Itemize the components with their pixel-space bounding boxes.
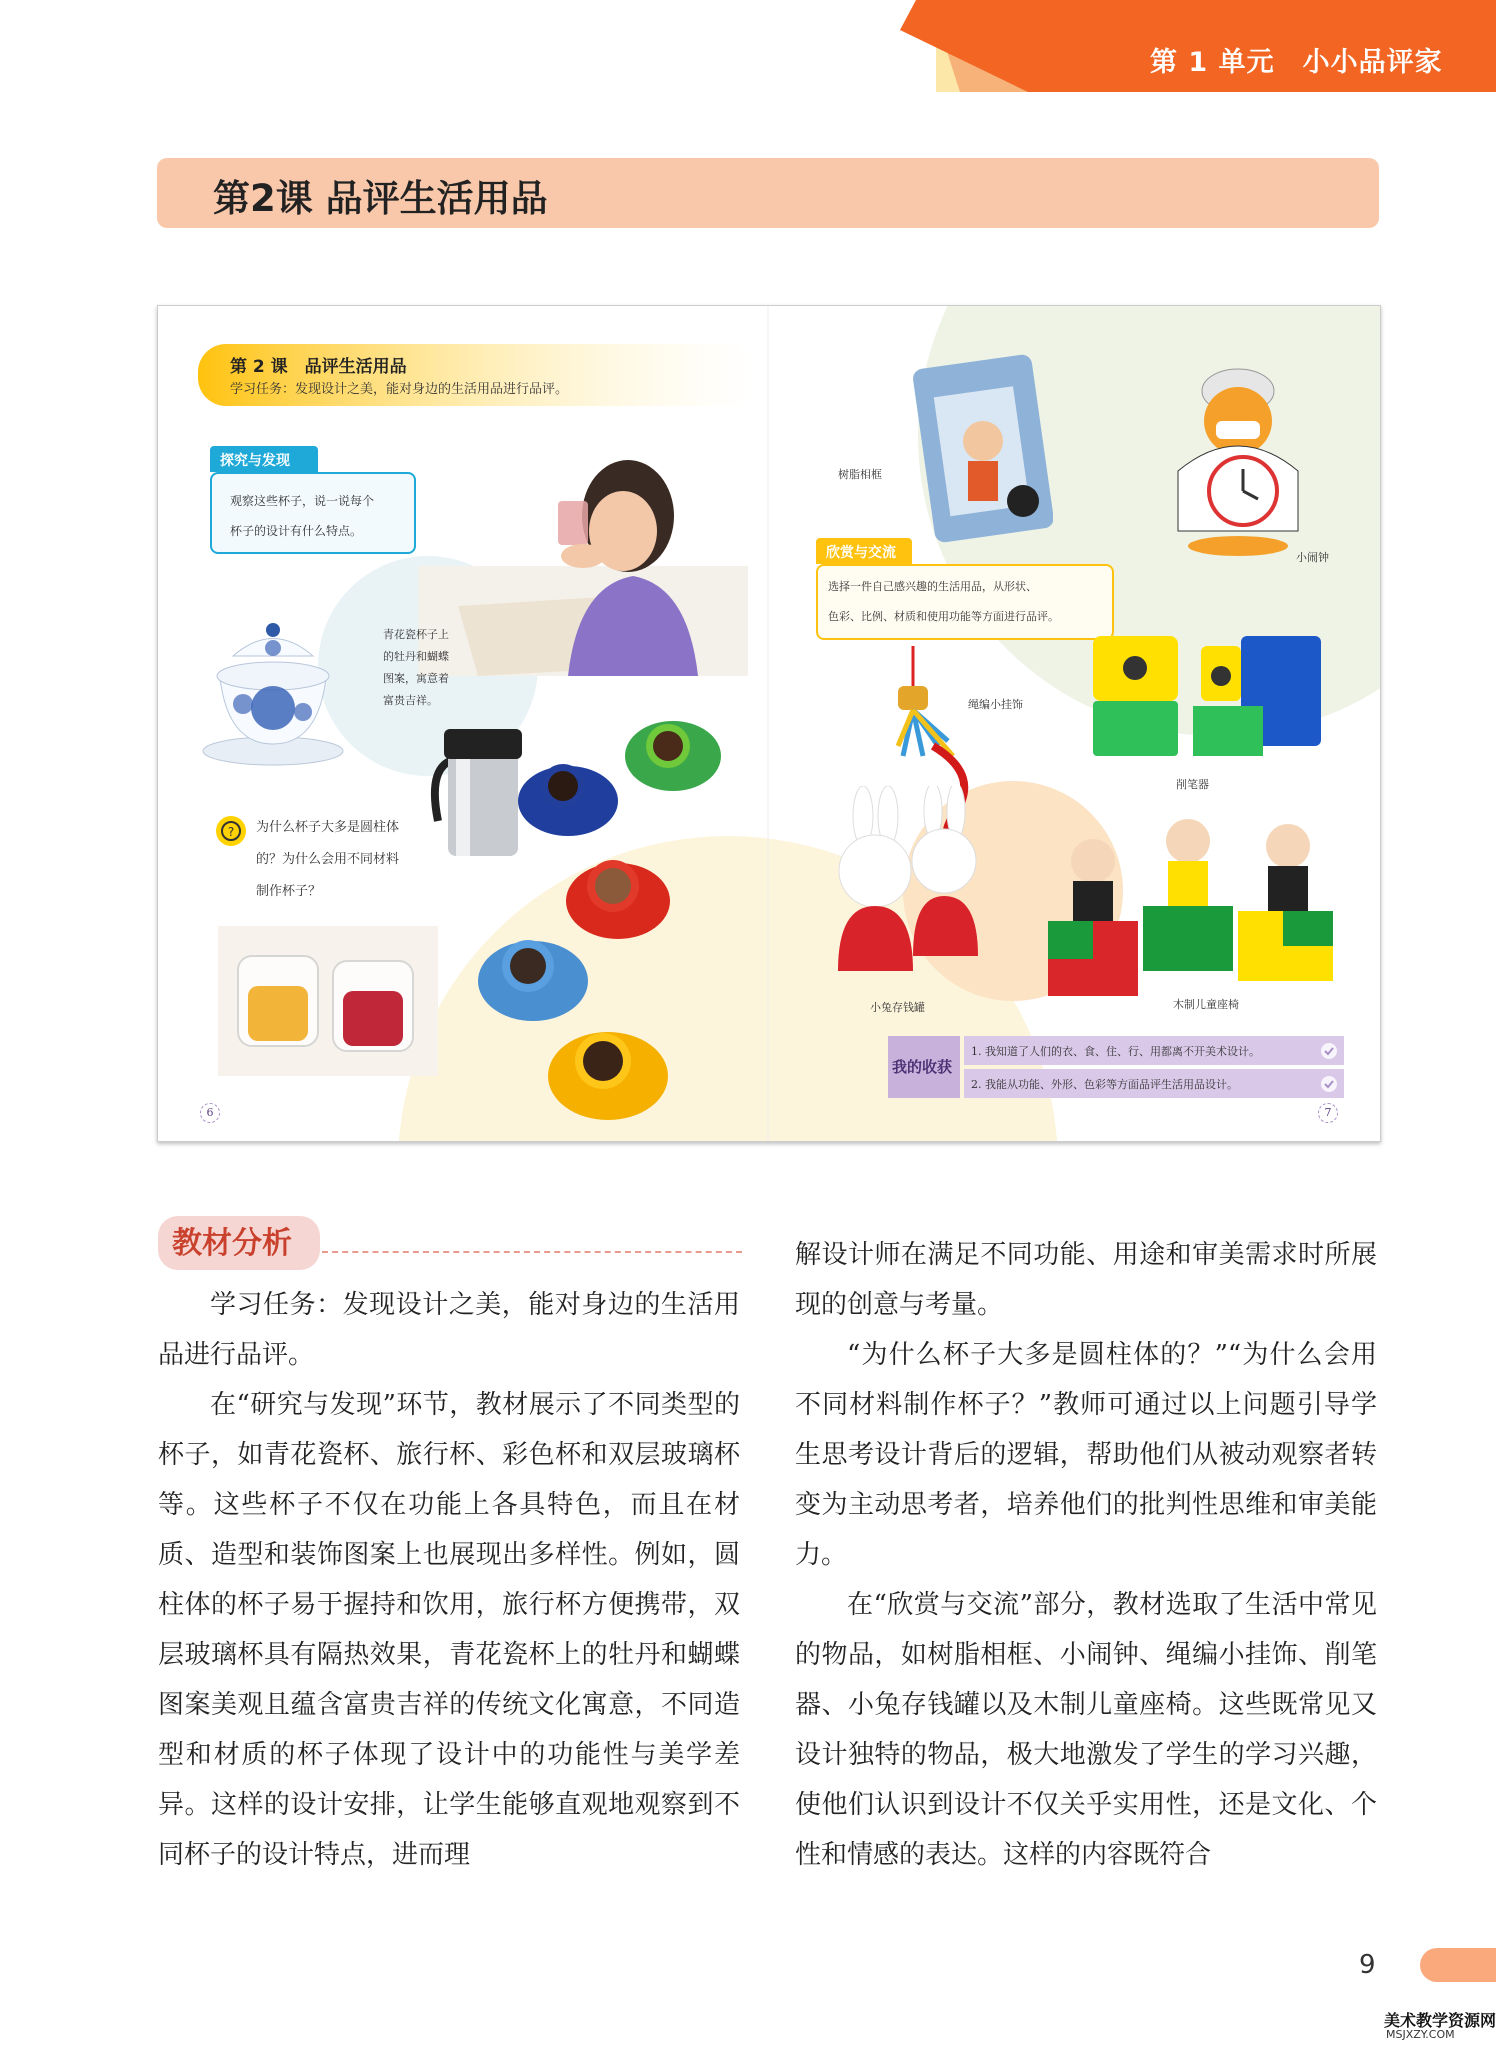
explore-text: 观察这些杯子，说一说每个 杯子的设计有什么特点。 bbox=[230, 494, 375, 538]
wooden-children-chairs-image bbox=[1038, 811, 1338, 996]
textbook-spread-image bbox=[157, 305, 1381, 1142]
lesson-title: 第2课 品评生活用品 bbox=[213, 177, 548, 220]
porcelain-caption: 青花瓷杯子上 的牡丹和蝴蝶 图案，寓意着 富贵吉祥。 bbox=[383, 628, 449, 707]
banner-title: 第 2 课 品评生活用品 bbox=[230, 357, 407, 377]
rabbit-piggy-bank-image bbox=[818, 786, 998, 986]
page-number: 9 bbox=[1359, 1950, 1376, 1980]
sharpener-label: 削笔器 bbox=[1176, 778, 1209, 791]
analysis-divider bbox=[322, 1251, 742, 1253]
analysis-paragraph: “为什么杯子大多是圆柱体的？”“为什么会用不同材料制作杯子？”教师可通过以上问题引导学生思考设计背后的逻辑，帮助他们从被动观察者转变为主动思考者，培养他们的批判性思维和审美能力。 bbox=[795, 1340, 1377, 1570]
watermark-cn: 美术教学资源网 bbox=[1384, 2011, 1496, 2030]
alarm-clock-image bbox=[1158, 351, 1318, 561]
spread-page-right: 7 bbox=[1318, 1103, 1338, 1123]
explore-tag: 探究与发现 bbox=[220, 453, 290, 469]
colorful-coffee-cups-image bbox=[458, 701, 738, 1141]
analysis-paragraph: 在“欣赏与交流”部分，教材选取了生活中常见的物品，如树脂相框、小闹钟、绳编小挂饰、削笔器、小兔存钱罐以及木制儿童座椅。这些既常见又设计独特的物品，极大地激发了学生的学习兴趣，使他们认识到设计不仅关乎实用性，还是文化、个性和情感的表达。这样的内容既符合 bbox=[795, 1590, 1377, 1870]
analysis-right-column bbox=[795, 1230, 1377, 1880]
question-text: 为什么杯子大多是圆柱体 的？为什么会用不同材料 制作杯子？ bbox=[256, 820, 400, 899]
analysis-paragraph: 学习任务：发现设计之美，能对身边的生活用品进行品评。 bbox=[158, 1290, 740, 1370]
appreciate-tag: 欣赏与交流 bbox=[826, 545, 896, 561]
chair-label: 木制儿童座椅 bbox=[1173, 998, 1239, 1011]
analysis-title: 教材分析 bbox=[172, 1226, 292, 1261]
analysis-left-column bbox=[158, 1280, 740, 1880]
frame-label: 树脂相框 bbox=[838, 468, 882, 481]
harvest-item-1: 1. 我知道了人们的衣、食、住、行、用都离不开美术设计。 bbox=[971, 1045, 1260, 1058]
pencil-sharpener-image bbox=[1093, 626, 1343, 776]
page-tab bbox=[1420, 1948, 1496, 1982]
blue-white-porcelain-cup-image bbox=[198, 616, 348, 766]
girl-drinking-image bbox=[418, 446, 748, 676]
analysis-paragraph: 解设计师在满足不同功能、用途和审美需求时所展现的创意与考量。 bbox=[795, 1240, 1377, 1320]
check-icon bbox=[1320, 1075, 1338, 1093]
double-glass-cups-image bbox=[218, 926, 438, 1076]
rabbit-label: 小兔存钱罐 bbox=[870, 1001, 925, 1014]
spread-page-left: 6 bbox=[200, 1103, 220, 1123]
unit-label: 第 1 单元 小小品评家 bbox=[1150, 47, 1443, 78]
check-icon bbox=[1320, 1042, 1338, 1060]
harvest-item-2: 2. 我能从功能、外形、色彩等方面品评生活用品设计。 bbox=[971, 1078, 1238, 1091]
knot-label: 绳编小挂饰 bbox=[968, 698, 1023, 711]
watermark-en: MSJXZY.COM bbox=[1386, 2028, 1455, 2041]
harvest-tag: 我的收获 bbox=[892, 1058, 953, 1076]
banner-task: 学习任务：发现设计之美，能对身边的生活用品进行品评。 bbox=[230, 382, 569, 397]
appreciate-text: 选择一件自己感兴趣的生活用品，从形状、 色彩、比例、材质和使用功能等方面进行品评。 bbox=[828, 580, 1059, 623]
question-icon bbox=[214, 814, 248, 848]
analysis-paragraph: 在“研究与发现”环节，教材展示了不同类型的杯子，如青花瓷杯、旅行杯、彩色杯和双层玻璃杯等。这些杯子不仅在功能上各具特色，而且在材质、造型和装饰图案上也展现出多样性。例如，圆柱体的杯子易于握持和饮用，旅行杯方便携带，双层玻璃杯具有隔热效果，青花瓷杯上的牡丹和蝴蝶图案美观且蕴含富贵吉祥的传统文化寓意，不同造型和材质的杯子体现了设计中的功能性与美学差异。这样的设计安排，让学生能够直观地观察到不同杯子的设计特点，进而理 bbox=[158, 1390, 740, 1870]
resin-photo-frame-image bbox=[913, 351, 1053, 551]
svg-text:?: ? bbox=[227, 825, 235, 839]
clock-label: 小闹钟 bbox=[1296, 551, 1329, 564]
